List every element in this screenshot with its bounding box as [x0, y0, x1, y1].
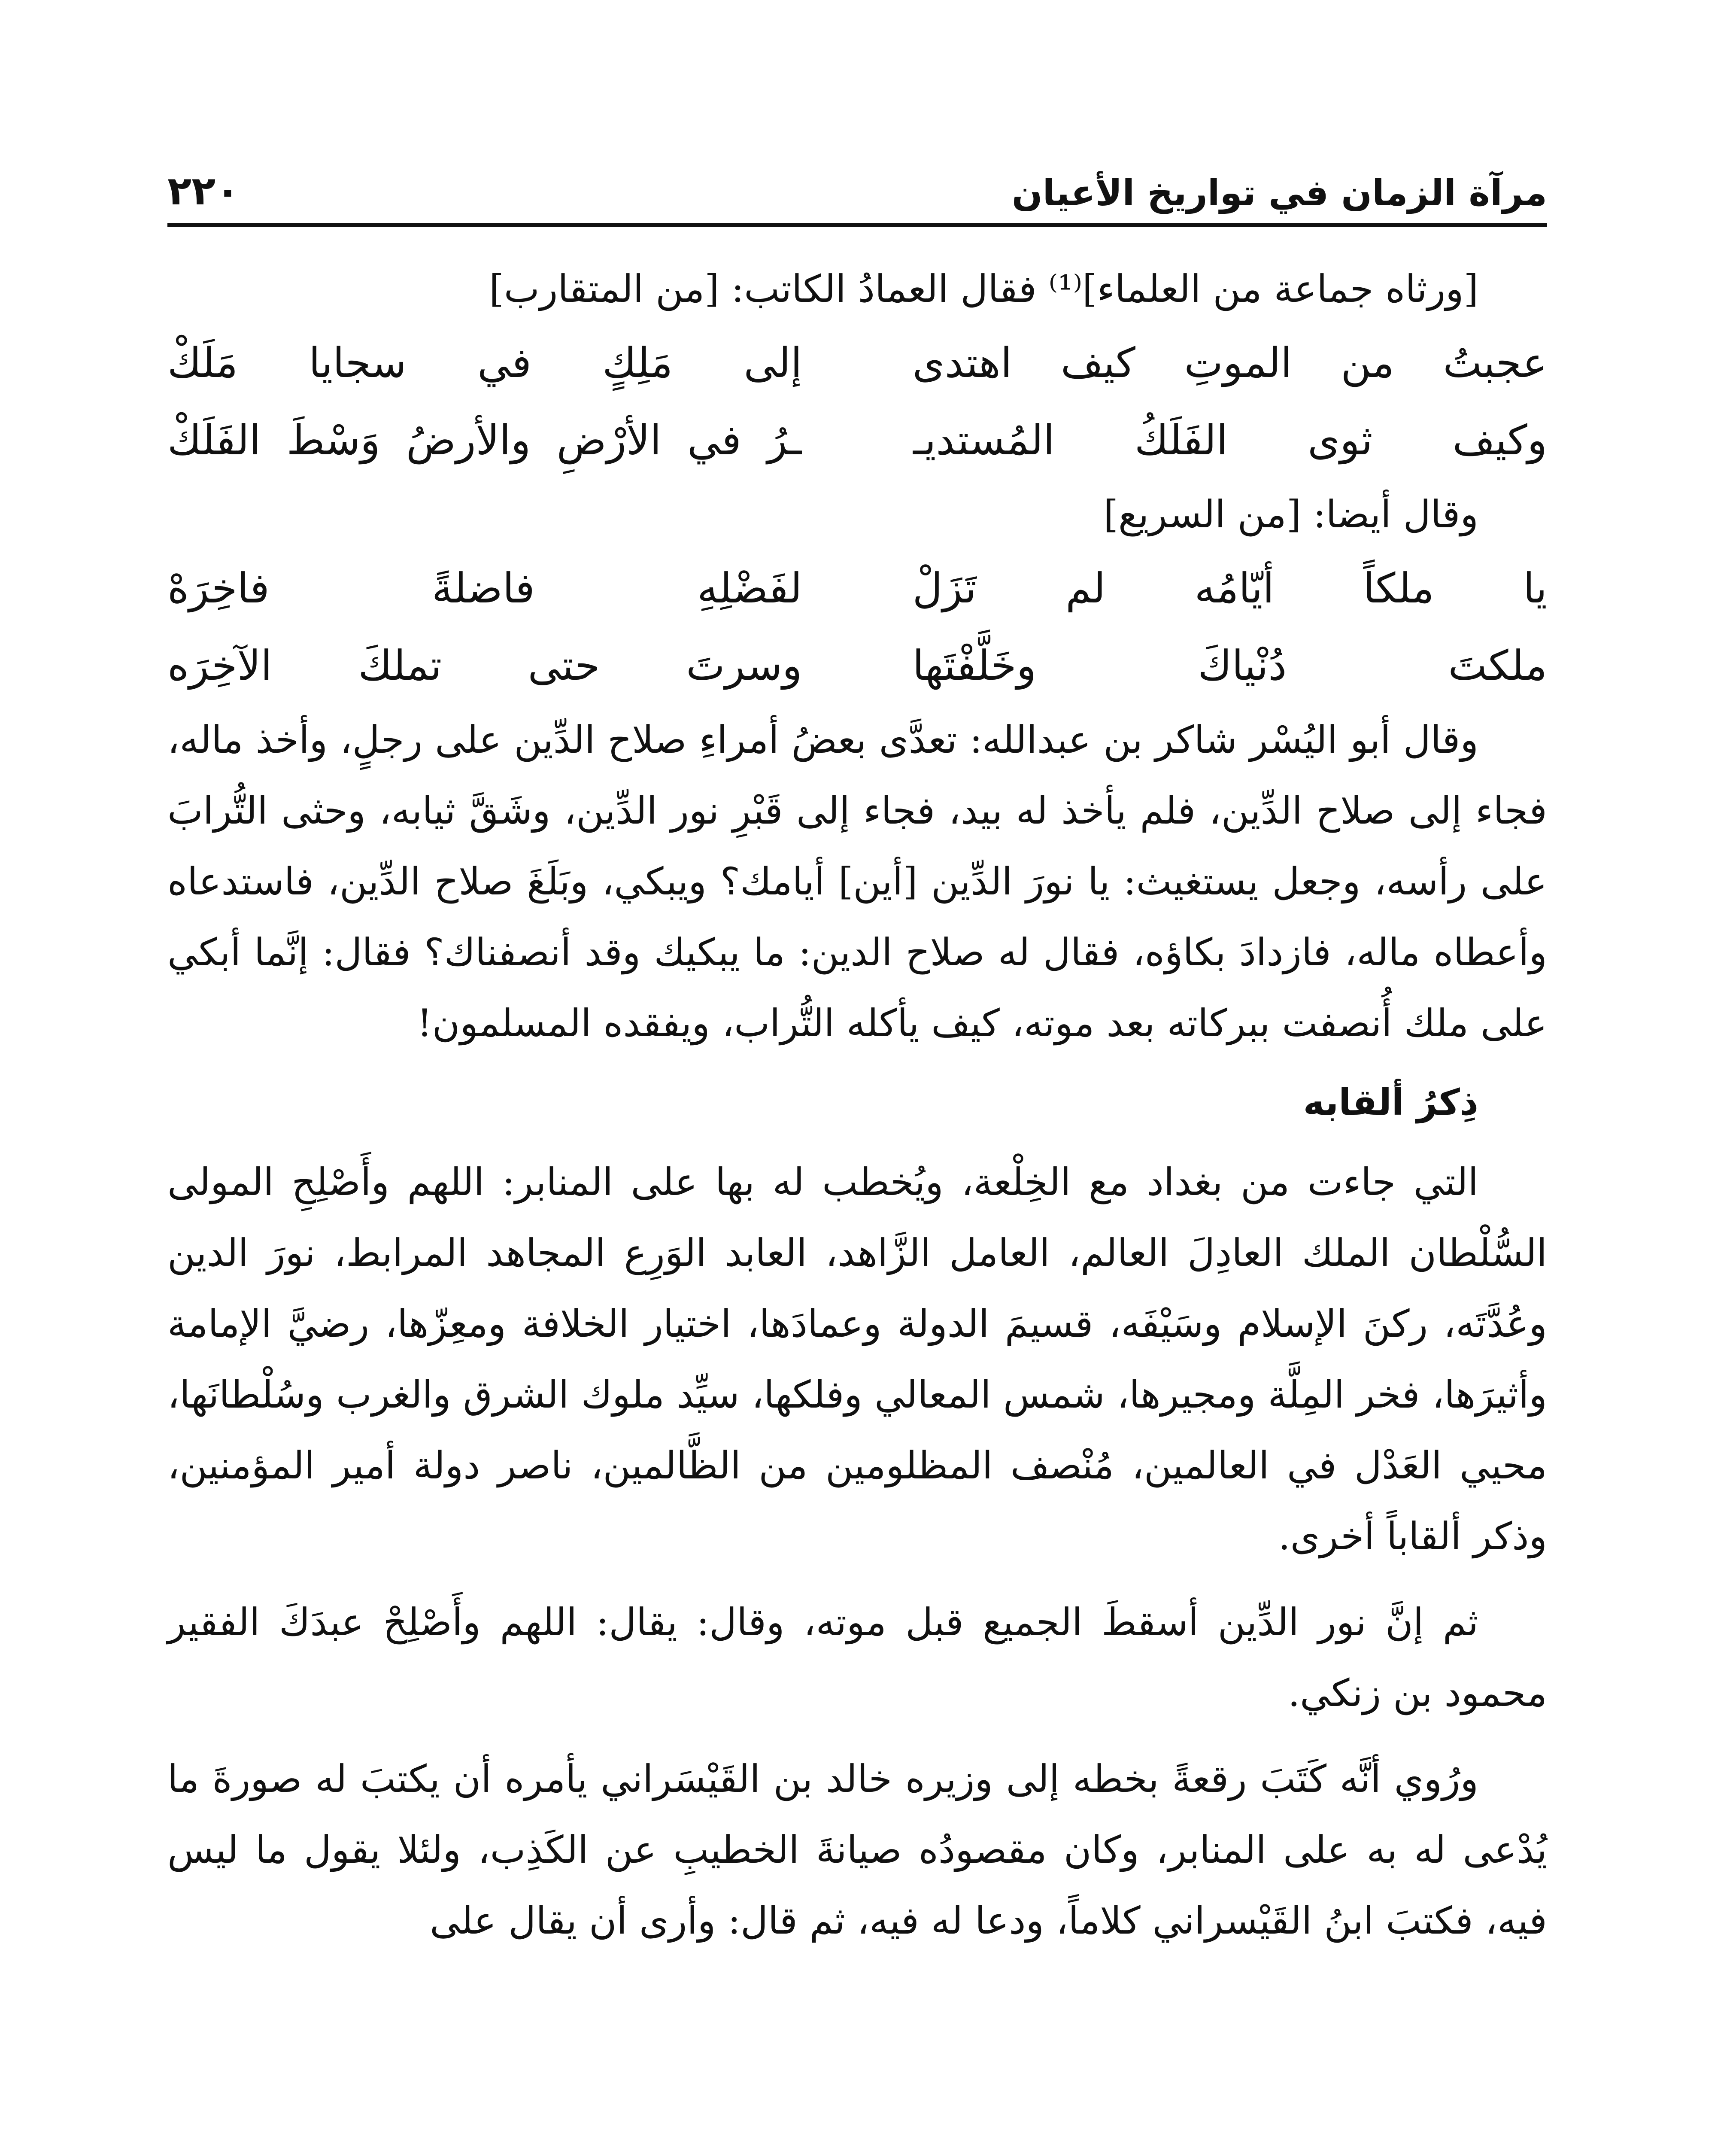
running-header [167, 159, 1547, 227]
paragraph-riqaa: ورُوي أنَّه كَتَبَ رقعةً بخطه إلى وزيره خالد بن القَيْسَراني يأمره أن يكتبَ له صورةَ ما يُدْعى له به على المنابر، وكان مقصودُه صيانةَ الخطيبِ عن الكَذِب، ولئلا يقول ما ليس فيه، فكتبَ ابنُ القَيْسراني كلاماً، ودعا له فيه، ثم قال: وأرى أن يقال على [167, 1757, 1547, 1943]
second-hemistich: ـرُ في الأرْضِ والأرضُ وَسْطَ الفَلَكْ [167, 416, 802, 464]
also-said-line: وقال أيضا: [من السريع] [1103, 492, 1478, 536]
verse-line [167, 550, 1547, 627]
first-hemistich: يا ملكاً أيّامُه لم تَزَلْ [912, 564, 1547, 612]
section-heading: ذِكرُ ألقابه [1303, 1081, 1478, 1123]
verse-line [167, 627, 1547, 704]
paragraph-titles: التي جاءت من بغداد مع الخِلْعة، ويُخطب له بها على المنابر: اللهم وأَصْلِحِ المولى السُّلْطان الملك العادِلَ العالم، العامل الزَّاهد، العابد الوَرِع المجاهد المرابط، نورَ الدين وعُدَّتَه، ركنَ الإسلام وسَيْفَه، قسيمَ الدولة وعمادَها، اختيار الخلافة ومعِزّها، رضيَّ الإمامة وأثيرَها، فخر المِلَّة ومجيرها، شمس المعالي وفلكها، سيِّد ملوك الشرق والغرب وسُلْطانَها، محيي العَدْل في العالمين، مُنْصف المظلومين من الظَّالمين، ناصر دولة أمير المؤمنين، وذكر ألقاباً أخرى. [167, 1160, 1547, 1558]
paragraph-abu-al-yusr: وقال أبو اليُسْر شاكر بن عبدالله: تعدَّى بعضُ أمراءِ صلاح الدِّين على رجلٍ، وأخذ ماله، فجاء إلى صلاح الدِّين، فلم يأخذ له بيد، فجاء إلى قَبْرِ نور الدِّين، وشَقَّ ثيابه، وحثى التُّرابَ على رأسه، وجعل يستغيث: يا نورَ الدِّين [أين] أيامك؟ ويبكي، وبَلَغَ صلاح الدِّين، فاستدعاه وأعطاه ماله، فازدادَ بكاؤه، فقال له صلاح الدين: ما يبكيك وقد أنصفناك؟ فقال: إنَّما أبكي على ملك أُنصفت ببركاته بعد موته، كيف يأكله التُّراب، ويفقده المسلمون! [167, 718, 1547, 1045]
paragraph-nur-al-din: ثم إنَّ نور الدِّين أسقطَ الجميع قبل موته، وقال: يقال: اللهم وأَصْلِحْ عبدَكَ الفقير محمود بن زنكي. [167, 1600, 1547, 1715]
intro-line: [ورثاه جماعة من العلماء]⁽¹⁾ فقال العمادُ الكاتب: [من المتقارب] [489, 267, 1478, 311]
first-hemistich: عجبتُ من الموتِ كيف اهتدى [912, 339, 1547, 387]
first-hemistich: ملكتَ دُنْياكَ وخَلَّفْتَها [912, 642, 1547, 690]
book-title: مرآة الزمان في تواريخ الأعيان [1011, 172, 1547, 214]
first-hemistich: وكيف ثوى الفَلَكُ المُستديـ [912, 416, 1547, 464]
poem-2 [167, 550, 1547, 704]
verse-line [167, 324, 1547, 401]
poem-1 [167, 324, 1547, 479]
page-number: ٢٢٠ [167, 168, 240, 214]
second-hemistich: وسرتَ حتى تملكَ الآخِرَه [167, 642, 802, 690]
page-body [167, 253, 1547, 1956]
second-hemistich: لفَضْلِهِ فاضلةً فاخِرَهْ [167, 564, 802, 612]
second-hemistich: إلى مَلِكٍ في سجايا مَلَكْ [167, 339, 802, 387]
verse-line [167, 401, 1547, 479]
